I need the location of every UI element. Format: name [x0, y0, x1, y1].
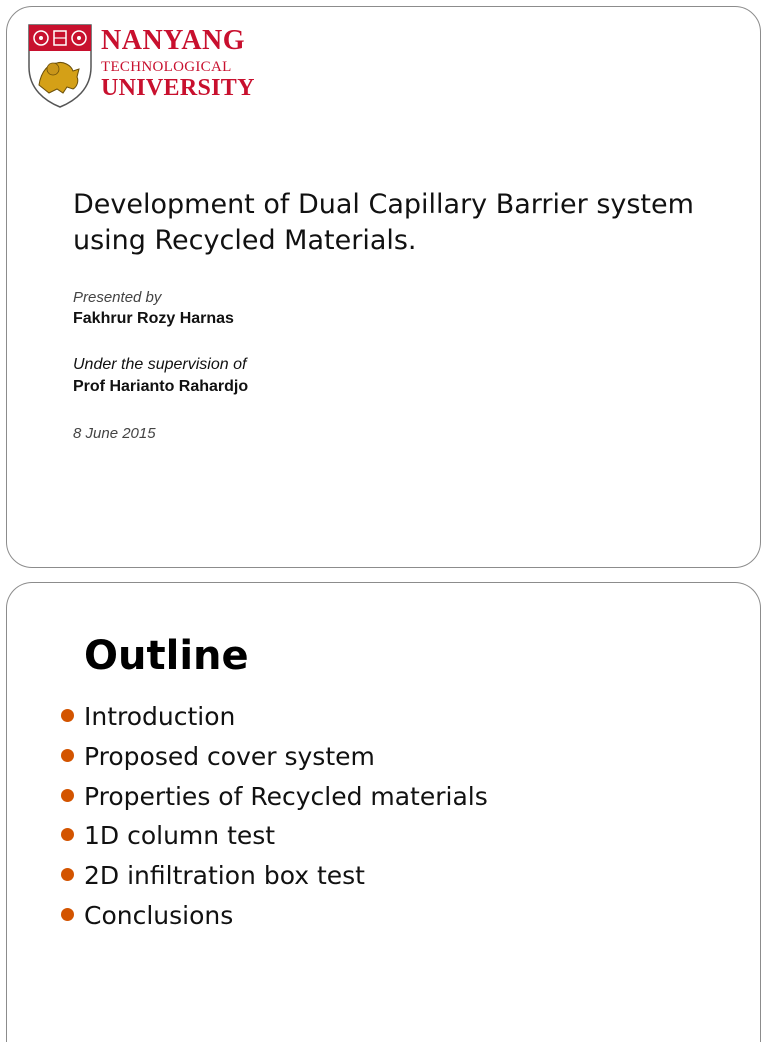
title-slide: [6, 6, 761, 568]
list-item: Conclusions: [61, 896, 488, 936]
supervisor-name: Prof Harianto Rahardjo: [73, 378, 249, 395]
outline-slide: [6, 582, 761, 1042]
presenter-name: Fakhrur Rozy Harnas: [73, 310, 234, 327]
supervision-label: Under the supervision of: [73, 356, 247, 373]
bullet-dot-icon: [61, 789, 74, 802]
bullet-dot-icon: [61, 709, 74, 722]
bullet-dot-icon: [61, 908, 74, 921]
bullet-dot-icon: [61, 868, 74, 881]
logo-nanyang: NANYANG: [101, 25, 246, 56]
university-logo: [27, 23, 263, 113]
bullet-dot-icon: [61, 749, 74, 762]
slide-title: Development of Dual Capillary Barrier system using Recycled Materials.: [73, 189, 694, 256]
logo-university: UNIVERSITY: [101, 75, 255, 101]
presented-by-label: Presented by: [73, 289, 162, 306]
outline-list: [61, 697, 488, 936]
logo-technological: TECHNOLOGICAL: [101, 59, 232, 75]
list-item: Introduction: [61, 697, 488, 737]
outline-title: Outline: [84, 633, 249, 679]
list-item: 2D infiltration box test: [61, 856, 488, 896]
list-item: Proposed cover system: [61, 737, 488, 777]
bullet-dot-icon: [61, 828, 74, 841]
list-item: Properties of Recycled materials: [61, 777, 488, 817]
presentation-date: 8 June 2015: [73, 425, 156, 442]
shield-crest-icon: [27, 23, 93, 109]
list-item: 1D column test: [61, 816, 488, 856]
